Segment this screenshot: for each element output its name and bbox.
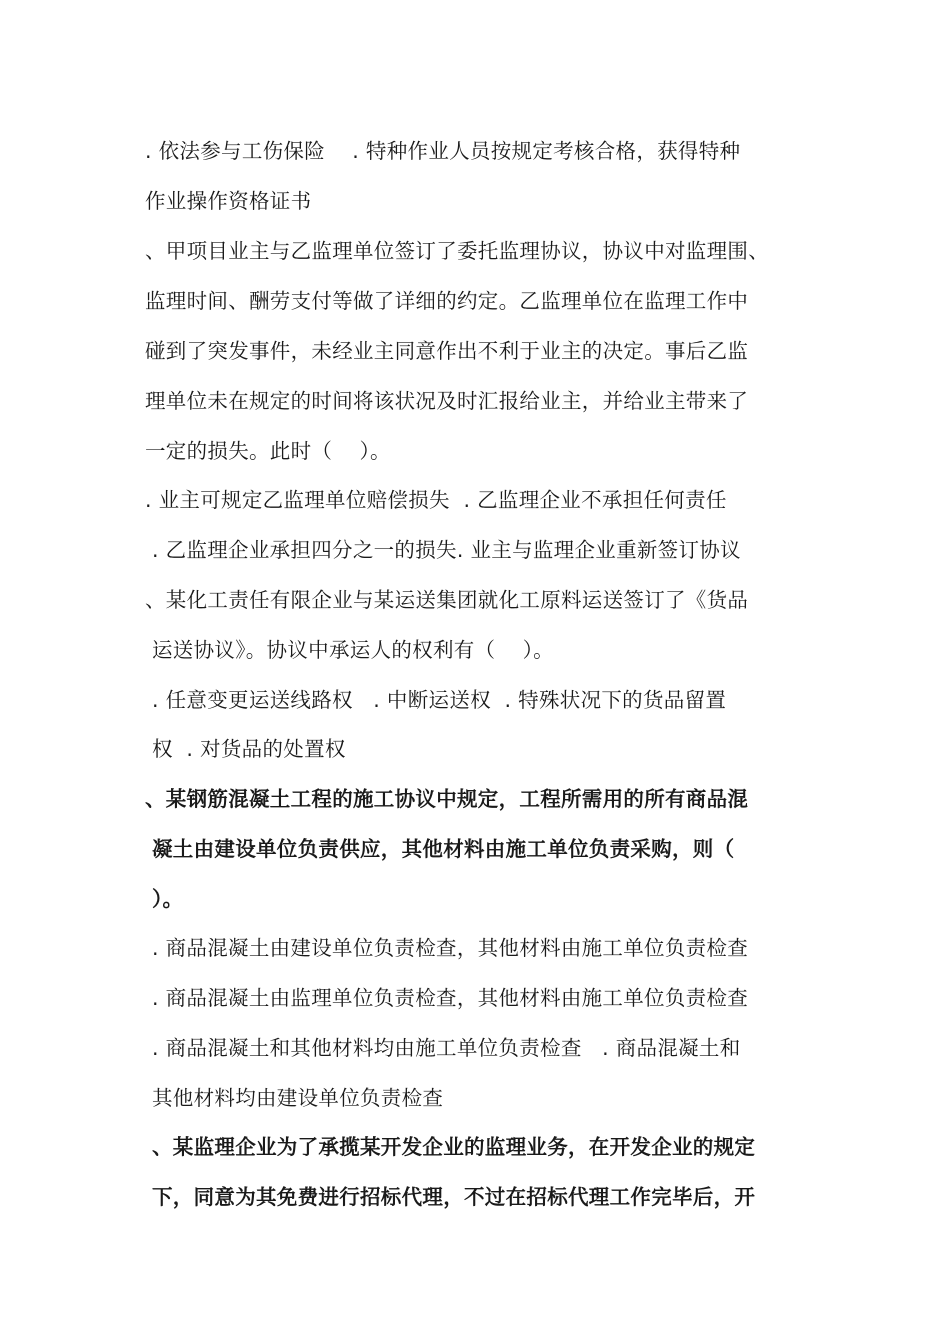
question-line: 监理时间、酬劳支付等做了详细的约定。乙监理单位在监理工作中 xyxy=(145,289,749,313)
option-line: 其他材料均由建设单位负责检查 xyxy=(152,1086,444,1110)
question-line: ）。 xyxy=(152,887,184,911)
option-line: . 商品混凝土由监理单位负责检查，其他材料由施工单位负责检查 xyxy=(152,986,749,1010)
question-line: 理单位未在规定的时间将该状况及时汇报给业主，并给业主带来了 xyxy=(145,389,749,413)
question-line: 运送协议》。协议中承运人的权利有（ ）。 xyxy=(152,638,554,662)
option-line-continued: 作业操作资格证书 xyxy=(145,189,312,213)
question-line: 、甲项目业主与乙监理单位签订了委托监理协议，协议中对监理围、 xyxy=(145,239,769,263)
option-line: . 乙监理企业承担四分之一的损失. 业主与监理企业重新签订协议 xyxy=(152,538,741,562)
question-line: 、某化工责任有限企业与某运送集团就化工原料运送签订了《货品 xyxy=(145,588,749,612)
option-line: . 商品混凝土由建设单位负责检查，其他材料由施工单位负责检查 xyxy=(152,936,749,960)
question-line: 、某钢筋混凝土工程的施工协议中规定，工程所需用的所有商品混 xyxy=(145,787,749,811)
question-line: 、某监理企业为了承揽某开发企业的监理业务，在开发企业的规定 xyxy=(152,1135,756,1159)
option-line: 权 . 对货品的处置权 xyxy=(152,737,346,761)
option-line: . 依法参与工伤保险 . 特种作业人员按规定考核合格，获得特种 xyxy=(145,139,741,163)
question-line: 凝土由建设单位负责供应，其他材料由施工单位负责采购，则（ xyxy=(152,837,735,861)
option-line: . 业主可规定乙监理单位赔偿损失 . 乙监理企业不承担任何责任 xyxy=(145,488,727,512)
question-line: 一定的损失。此时（ ）。 xyxy=(145,439,391,463)
option-line: . 商品混凝土和其他材料均由施工单位负责检查 . 商品混凝土和 xyxy=(152,1036,741,1060)
option-line: . 任意变更运送线路权 . 中断运送权 . 特殊状况下的货品留置 xyxy=(152,688,727,712)
question-line: 碰到了突发事件，未经业主同意作出不利于业主的决定。事后乙监 xyxy=(145,339,749,363)
question-line: 下，同意为其免费进行招标代理，不过在招标代理工作完毕后，开 xyxy=(152,1185,756,1209)
